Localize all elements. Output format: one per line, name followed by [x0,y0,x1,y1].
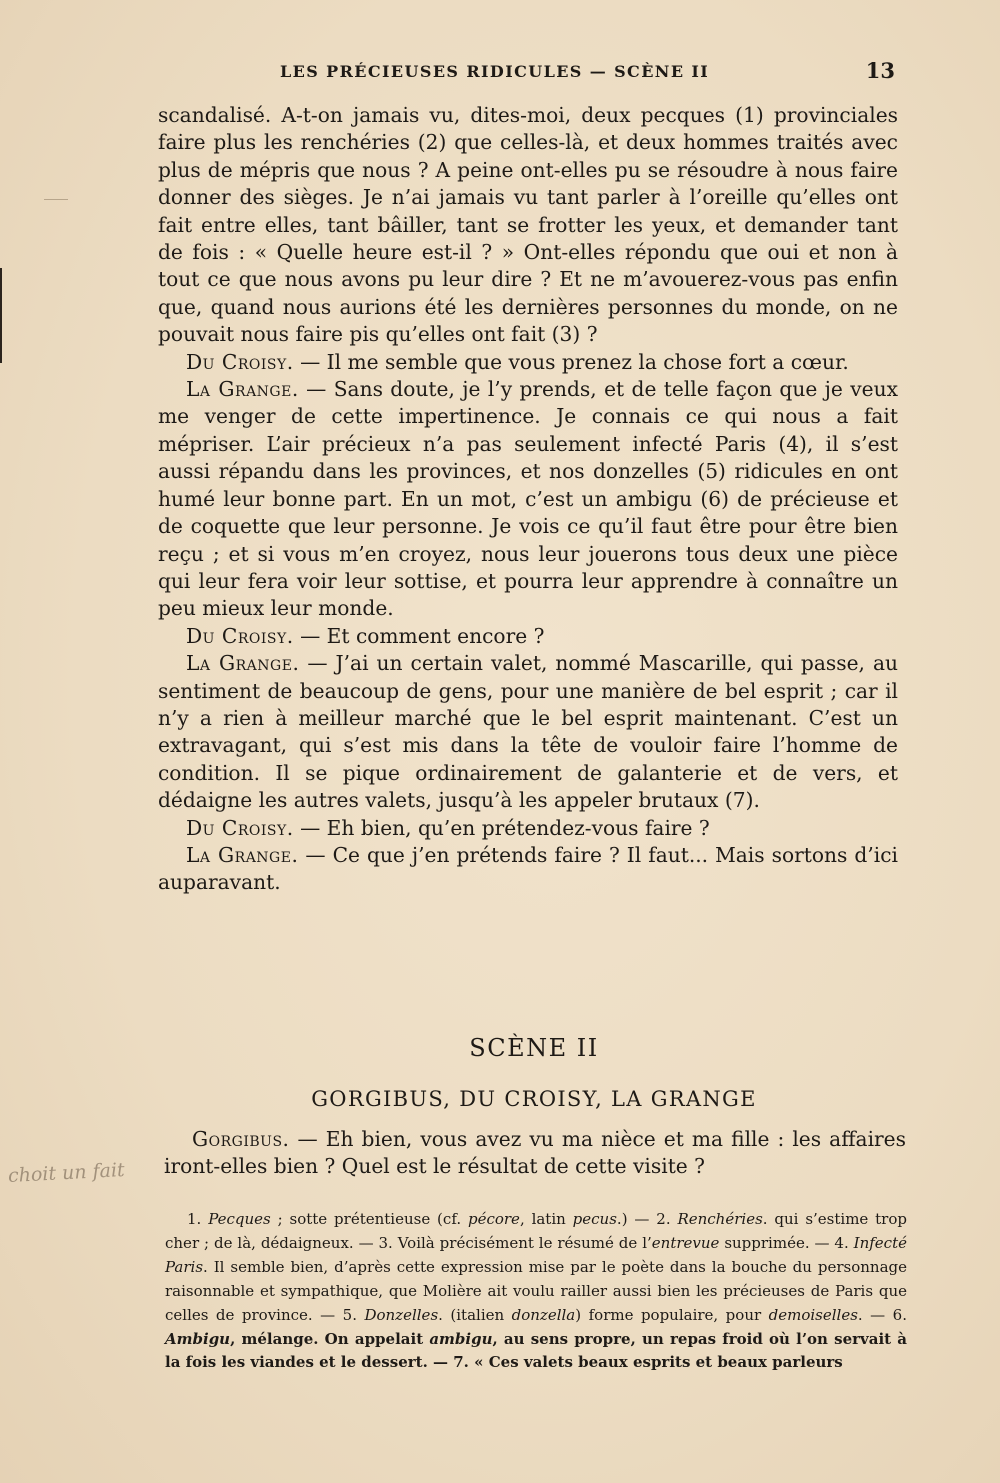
scene-title: SCÈNE II [469,1034,599,1062]
margin-dash [44,199,68,200]
footnotes [165,1208,907,1375]
main-text [158,102,898,897]
running-head [160,58,895,88]
speaker-la-grange: La Grange. [186,842,299,867]
running-title: LES PRÉCIEUSES RIDICULES — SCÈNE II [280,62,710,81]
speaker-la-grange: La Grange. [186,377,299,402]
speaker-du-croisy: Du Croisy. [186,815,294,840]
scene-characters: GORGIBUS, DU CROISY, LA GRANGE [311,1087,757,1111]
speaker-la-grange: La Grange. [186,651,300,676]
paragraph-4: Du Croisy. — Et comment encore ? [186,623,545,648]
paragraph-3: La Grange. — Sans doute, je l’y prends, et de telle façon que je veux me venger de cette impertinence. Je connais ce qui nous a fait mépriser. L’air précieux n’a pas seulement infecté Paris (4), il s’est aussi répandu dans les provinces, et nos donzelles (5) ridicules en ont humé leur bonne part. En un mot, c’est un ambigu (6) de précieuse et de coquette que leur personne. Je vois ce qu’il faut être pour être bien reçu ; et si vous m’en croyez, nous leur jouerons tous deux une pièce qui leur fera voir leur sottise, et pourra leur apprendre à connaître un peu mieux leur monde. [158,377,898,621]
speaker-du-croisy: Du Croisy. [186,623,294,648]
scene-paragraph: Gorgibus. — Eh bien, vous avez vu ma nièce et ma fille : les affaires iront-elles bien ? Quel est le résultat de cette visite ? [164,1127,906,1179]
speaker-du-croisy: Du Croisy. [186,349,294,374]
paragraph-6: Du Croisy. — Eh bien, qu’en prétendez-vous faire ? [186,815,710,840]
paragraph-5: La Grange. — J’ai un certain valet, nommé Mascarille, qui passe, au sentiment de beaucoup de gens, pour une manière de bel esprit ; car il n’y a rien à meilleur marché que le bel esprit maintenant. C’est un extravagant, qui s’est mis dans la tête de vouloir faire l’homme de condition. Il se pique ordinairement de galanterie et de vers, et dédaigne les autres valets, jusqu’à les appeler brutaux (7). [158,651,898,813]
scene-text [164,1126,906,1181]
footnote-block: 1. Pecques ; sotte prétentieuse (cf. pécore, latin pecus.) — 2. Renchéries. qui s’estime trop cher ; de là, dédaigneux. — 3. Voilà précisément le résumé de l’entrevue supprimée. — 4. Infecté Paris. Il semble bien, d’après cette expression mise par le poète dans la bouche du personnage raisonnable et sympathique, que Molière ait voulu railler aussi bien les précieuses de Paris que celles de province. — 5. Donzelles. (italien donzella) forme populaire, pour demoiselles. — 6. Ambigu, mélange. On appelait ambigu, au sens propre, un repas froid où l’on servait à la fois les viandes et le dessert. — 7. « Ces valets beaux esprits et beaux parleurs [165,1210,907,1372]
speaker-gorgibus: Gorgibus. [192,1127,290,1151]
paragraph-7: La Grange. — Ce que j’en prétends faire ? Il faut... Mais sortons d’ici auparavant. [158,842,898,895]
paragraph-2: Du Croisy. — Il me semble que vous prenez la chose fort a cœur. [186,349,849,374]
handwritten-margin-note: choit un fait [7,1158,126,1188]
margin-rule [0,268,2,363]
page-number: 13 [865,58,895,83]
paragraph-1: scandalisé. A-t-on jamais vu, dites-moi, deux pecques (1) provinciales faire plus les renchéries (2) que celles-là, et deux hommes traités avec plus de mépris que nous ? A peine ont-elles pu se résoudre à nous faire donner des sièges. Je n’ai jamais vu tant parler à l’oreille qu’elles ont fait entre elles, tant bâiller, tant se frotter les yeux, et demander tant de fois : « Quelle heure est-il ? » Ont-elles répondu que oui et non à tout ce que nous avons pu leur dire ? Et ne m’avouerez-vous pas enfin que, quand nous aurions été les dernières personnes du monde, on ne pouvait nous faire pis qu’elles ont fait (3) ? [158,103,898,347]
